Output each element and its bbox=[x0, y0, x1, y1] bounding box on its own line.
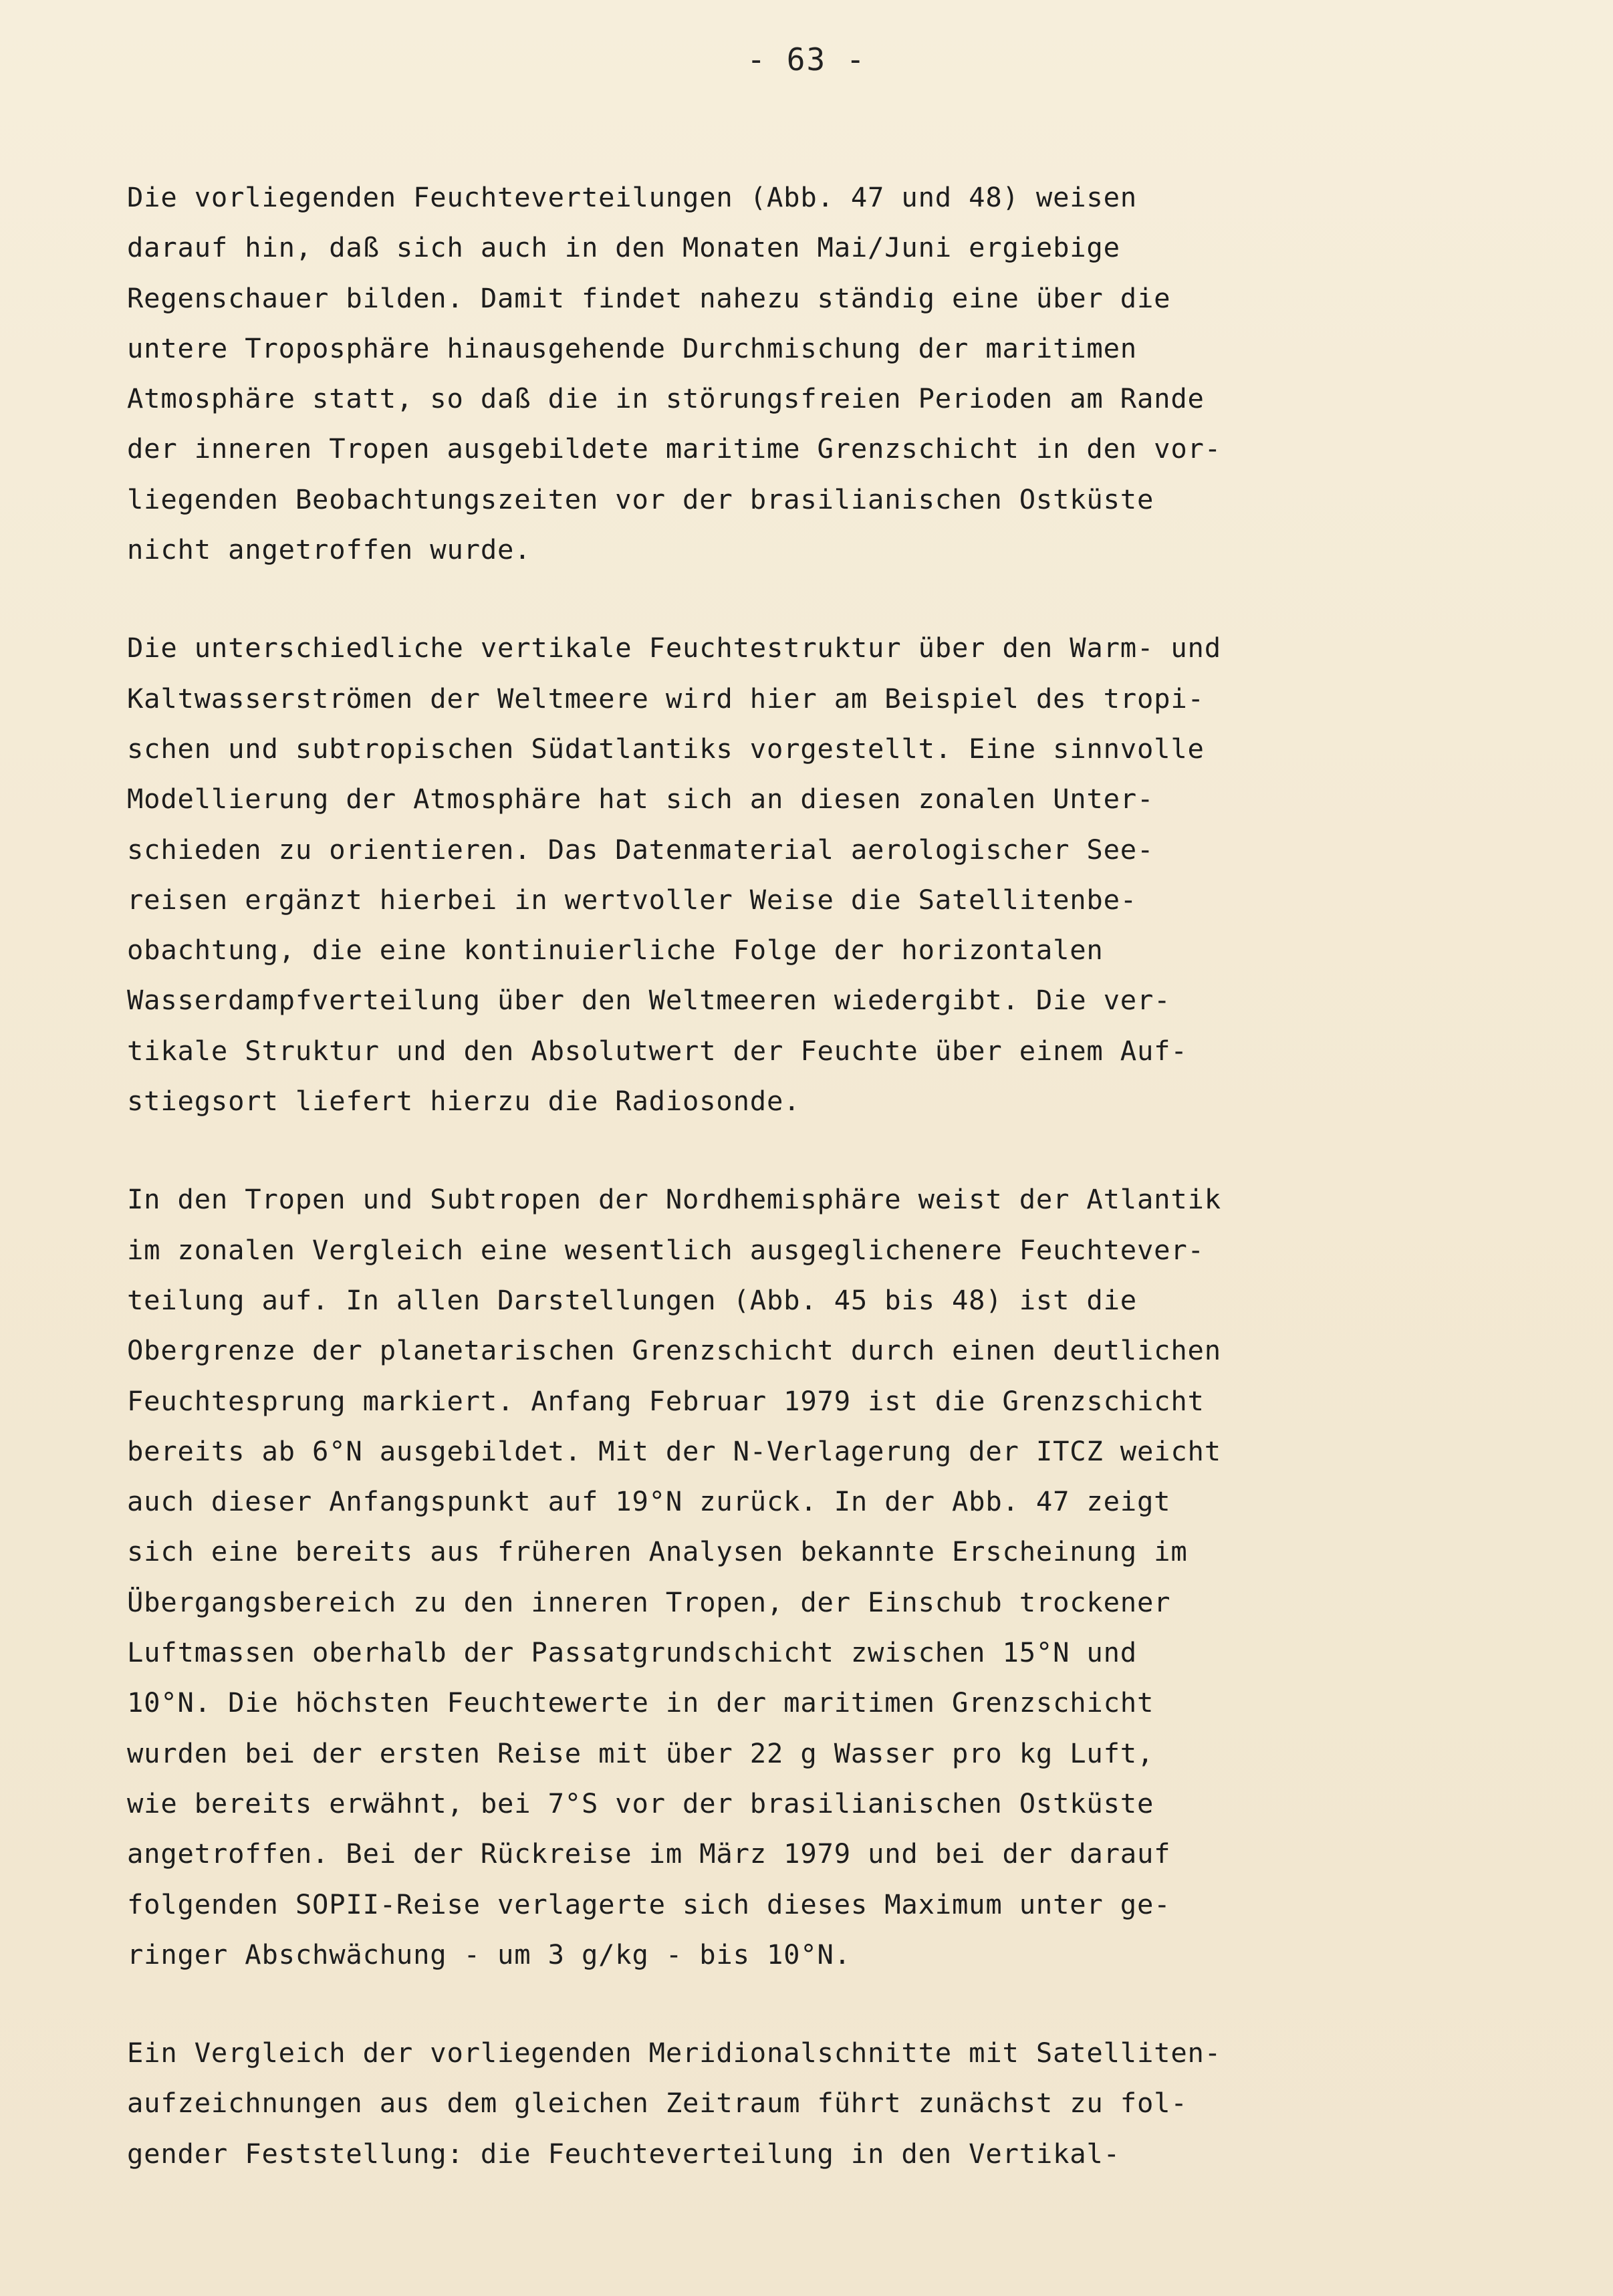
paragraph-4 bbox=[127, 2028, 1484, 2179]
text-line: tikale Struktur und den Absolutwert der Feuchte über einem Auf- bbox=[127, 1034, 1188, 1067]
text-line: wurden bei der ersten Reise mit über 22 g Wasser pro kg Luft, bbox=[127, 1737, 1154, 1769]
text-line: schieden zu orientieren. Das Datenmaterial aerologischer See- bbox=[127, 833, 1154, 866]
paragraph-gap bbox=[127, 1126, 1484, 1174]
text-line: Ein Vergleich der vorliegenden Meridionalschnitte mit Satelliten- bbox=[127, 2037, 1221, 2069]
text-line: teilung auf. In allen Darstellungen (Abb. 45 bis 48) ist die bbox=[127, 1283, 1137, 1316]
text-line: auch dieser Anfangspunkt auf 19°N zurück. In der Abb. 47 zeigt bbox=[127, 1485, 1171, 1518]
text-line: Luftmassen oberhalb der Passatgrundschicht zwischen 15°N und bbox=[127, 1636, 1137, 1669]
text-line: aufzeichnungen aus dem gleichen Zeitraum führt zunächst zu fol- bbox=[127, 2087, 1188, 2120]
text-line: Atmosphäre statt, so daß die in störungsfreien Perioden am Rande bbox=[127, 382, 1205, 415]
text-line: der inneren Tropen ausgebildete maritime Grenzschicht in den vor- bbox=[127, 432, 1221, 465]
text-line: Feuchtesprung markiert. Anfang Februar 1979 ist die Grenzschicht bbox=[127, 1384, 1205, 1417]
text-line: ringer Abschwächung - um 3 g/kg - bis 10°N. bbox=[127, 1938, 851, 1970]
text-line: obachtung, die eine kontinuierliche Folge der horizontalen bbox=[127, 934, 1104, 967]
text-line: Obergrenze der planetarischen Grenzschicht durch einen deutlichen bbox=[127, 1334, 1221, 1367]
text-line: bereits ab 6°N ausgebildet. Mit der N-Verlagerung der ITCZ weicht bbox=[127, 1434, 1221, 1467]
text-line: schen und subtropischen Südatlantiks vorgestellt. Eine sinnvolle bbox=[127, 732, 1205, 765]
text-line: Die vorliegenden Feuchteverteilungen (Abb. 47 und 48) weisen bbox=[127, 181, 1137, 213]
paragraph-gap bbox=[127, 1980, 1484, 2028]
page-number: - 63 - bbox=[747, 41, 866, 78]
body-text bbox=[127, 172, 1484, 2179]
text-line: sich eine bereits aus früheren Analysen bekannte Erscheinung im bbox=[127, 1535, 1188, 1568]
text-line: Wasserdampfverteilung über den Weltmeeren wiedergibt. Die ver- bbox=[127, 984, 1171, 1017]
text-line: Übergangsbereich zu den inneren Tropen, der Einschub trockener bbox=[127, 1585, 1171, 1618]
text-line: im zonalen Vergleich eine wesentlich ausgeglichenere Feuchtever- bbox=[127, 1233, 1205, 1266]
text-line: liegenden Beobachtungszeiten vor der brasilianischen Ostküste bbox=[127, 483, 1154, 515]
text-line: reisen ergänzt hierbei in wertvoller Weise die Satellitenbe- bbox=[127, 883, 1137, 916]
text-line: untere Troposphäre hinausgehende Durchmischung der maritimen bbox=[127, 332, 1137, 364]
text-line: Die unterschiedliche vertikale Feuchtestruktur über den Warm- und bbox=[127, 632, 1221, 664]
text-line: In den Tropen und Subtropen der Nordhemisphäre weist der Atlantik bbox=[127, 1183, 1221, 1216]
text-line: darauf hin, daß sich auch in den Monaten Mai/Juni ergiebige bbox=[127, 231, 1120, 264]
text-line: angetroffen. Bei der Rückreise im März 1979 und bei der darauf bbox=[127, 1837, 1171, 1870]
text-line: folgenden SOPII-Reise verlagerte sich dieses Maximum unter ge- bbox=[127, 1888, 1171, 1920]
text-line: stiegsort liefert hierzu die Radiosonde. bbox=[127, 1085, 801, 1118]
text-line: gender Feststellung: die Feuchteverteilung in den Vertikal- bbox=[127, 2137, 1120, 2170]
text-line: Kaltwasserströmen der Weltmeere wird hier am Beispiel des tropi- bbox=[127, 682, 1205, 715]
text-line: nicht angetroffen wurde. bbox=[127, 533, 531, 566]
paragraph-3 bbox=[127, 1174, 1484, 1980]
paragraph-1 bbox=[127, 172, 1484, 575]
text-line: 10°N. Die höchsten Feuchtewerte in der maritimen Grenzschicht bbox=[127, 1686, 1154, 1719]
text-line: wie bereits erwähnt, bei 7°S vor der brasilianischen Ostküste bbox=[127, 1787, 1154, 1819]
text-line: Modellierung der Atmosphäre hat sich an diesen zonalen Unter- bbox=[127, 783, 1154, 815]
paragraph-gap bbox=[127, 575, 1484, 623]
paragraph-2 bbox=[127, 623, 1484, 1126]
text-line: Regenschauer bilden. Damit findet nahezu ständig eine über die bbox=[127, 281, 1171, 314]
